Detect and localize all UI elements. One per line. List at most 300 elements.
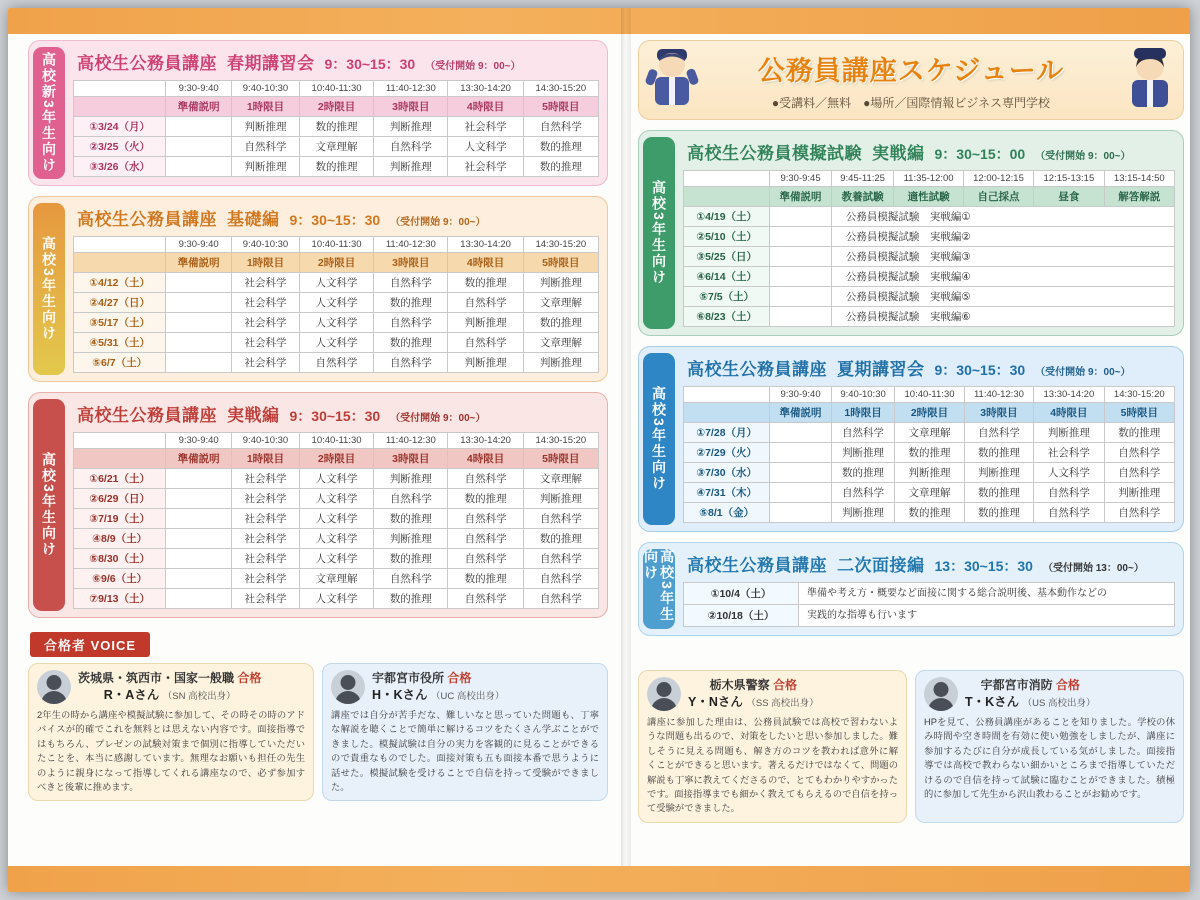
voice-card-header bbox=[924, 677, 1175, 711]
side-label-text: 高校3年生向け bbox=[41, 236, 58, 342]
subject-cell: 自然科学 bbox=[448, 529, 523, 549]
voice-name-block bbox=[78, 671, 261, 703]
period-header: 準備説明 bbox=[770, 403, 832, 423]
subject-cell: 判断推理 bbox=[374, 117, 448, 137]
paper-sheet bbox=[8, 8, 1190, 892]
date-cell: ②10/18（土） bbox=[684, 605, 799, 627]
voice-org bbox=[965, 678, 1096, 694]
date-cell: ③7/19（土） bbox=[74, 509, 166, 529]
block-subtitle: 二次面接編 bbox=[837, 556, 925, 575]
side-label-interview bbox=[643, 549, 675, 629]
voice-card-header bbox=[647, 677, 898, 711]
block-note: （受付開始 9：00~） bbox=[390, 217, 486, 228]
exam-cell: 公務員模擬試験 実戦編③ bbox=[831, 247, 1174, 267]
schedule-table-practice bbox=[73, 432, 599, 609]
subject-cell: 社会科学 bbox=[232, 489, 300, 509]
page-title: 公務員講座スケジュール bbox=[757, 56, 1065, 86]
exam-cell: 公務員模擬試験 実戦編④ bbox=[831, 267, 1174, 287]
table-row bbox=[684, 187, 1175, 207]
voice-name-block bbox=[688, 678, 819, 710]
time-cell: 9:30-9:40 bbox=[166, 433, 232, 449]
subject-cell: 数的推理 bbox=[299, 117, 373, 137]
subject-cell: 文章理解 bbox=[523, 293, 598, 313]
subject-cell: 社会科学 bbox=[448, 157, 523, 177]
course-block-summer bbox=[638, 346, 1184, 532]
side-label-spring bbox=[33, 47, 65, 179]
table-row bbox=[74, 253, 599, 273]
exam-cell: 公務員模擬試験 実戦編② bbox=[831, 227, 1174, 247]
block-header bbox=[683, 137, 1175, 170]
male-officer-mascot-icon bbox=[645, 45, 699, 115]
subject-cell: 社会科学 bbox=[232, 353, 300, 373]
subject-cell: 社会科学 bbox=[232, 589, 300, 609]
subject-cell: 社会科学 bbox=[232, 469, 300, 489]
voice-person bbox=[965, 694, 1096, 710]
subject-cell: 自然科学 bbox=[374, 489, 448, 509]
block-subtitle: 実戦編 bbox=[872, 144, 925, 163]
time-cell: 11:40-12:30 bbox=[374, 237, 448, 253]
subject-cell: 判断推理 bbox=[523, 353, 598, 373]
table-row bbox=[74, 333, 599, 353]
period-header: 1時限目 bbox=[232, 253, 300, 273]
date-cell: ①10/4（土） bbox=[684, 583, 799, 605]
time-cell: 13:15-14:50 bbox=[1104, 171, 1174, 187]
time-cell: 14:30-15:20 bbox=[523, 433, 598, 449]
block-header bbox=[683, 549, 1175, 582]
subject-cell: 社会科学 bbox=[232, 273, 300, 293]
voice-card-header bbox=[331, 670, 599, 704]
exam-cell: 公務員模擬試験 実戦編① bbox=[831, 207, 1174, 227]
subject-cell: 判断推理 bbox=[374, 469, 448, 489]
schedule-table-interview bbox=[683, 582, 1175, 627]
subject-cell: 自然科学 bbox=[523, 589, 598, 609]
date-cell: ⑥9/6（土） bbox=[74, 569, 166, 589]
subject-cell: 判断推理 bbox=[895, 463, 964, 483]
period-header: 5時限目 bbox=[523, 97, 598, 117]
voice-card bbox=[915, 670, 1184, 823]
subject-cell: 数的推理 bbox=[523, 529, 598, 549]
subject-cell: 数的推理 bbox=[448, 489, 523, 509]
period-header: 適性試験 bbox=[894, 187, 963, 207]
schedule-table-mock bbox=[683, 170, 1175, 327]
voice-org-text: 宇都宮市役所 bbox=[372, 671, 445, 686]
block-time: 9：30~15：30 bbox=[289, 408, 381, 424]
block-subtitle: 実戦編 bbox=[227, 406, 280, 425]
block-time: 9：30~15：30 bbox=[324, 56, 416, 72]
time-cell: 13:30-14:20 bbox=[1034, 387, 1104, 403]
subject-cell: 自然科学 bbox=[1034, 483, 1104, 503]
block-header bbox=[683, 353, 1175, 386]
date-cell: ⑤7/5（土） bbox=[684, 287, 770, 307]
subject-cell: 自然科学 bbox=[831, 483, 894, 503]
date-cell: ④5/31（土） bbox=[74, 333, 166, 353]
date-cell: ⑥8/23（土） bbox=[684, 307, 770, 327]
subject-cell: 自然科学 bbox=[964, 423, 1033, 443]
block-note: （受付開始 9：00~） bbox=[390, 413, 486, 424]
table-row bbox=[74, 81, 599, 97]
subject-cell: 人文科学 bbox=[299, 549, 373, 569]
table-row bbox=[74, 273, 599, 293]
block-time: 9：30~15：30 bbox=[289, 212, 381, 228]
subject-cell: 数的推理 bbox=[523, 313, 598, 333]
date-cell: ③3/26（水） bbox=[74, 157, 166, 177]
voice-org bbox=[688, 678, 819, 694]
period-header: 2時限目 bbox=[299, 449, 373, 469]
time-cell: 14:30-15:20 bbox=[1104, 387, 1174, 403]
block-header bbox=[73, 399, 599, 432]
period-header: 昼食 bbox=[1034, 187, 1104, 207]
block-time: 9：30~15：00 bbox=[934, 146, 1026, 162]
table-row bbox=[74, 237, 599, 253]
voice-org-suffix: 合格 bbox=[447, 671, 472, 686]
subject-cell: 数的推理 bbox=[895, 503, 964, 523]
subject-cell: 数的推理 bbox=[299, 157, 373, 177]
date-cell: ③5/17（土） bbox=[74, 313, 166, 333]
voice-body: HPを見て、公務員講座があることを知りました。学校の休み時間や空き時間を有効に使い勉強をしましたが、講座に参加するたびに自分が成長している気がしました。面接指導では高校で教わらない細かいところまで指導していただけるので自信を持って試験に臨むことができました。積極的に参加して先生から沢山教わることがお勧めです。 bbox=[924, 717, 1175, 800]
subject-cell: 判断推理 bbox=[964, 463, 1033, 483]
voice-person-school: （UC 高校出身） bbox=[431, 690, 505, 702]
subject-cell: 判断推理 bbox=[374, 529, 448, 549]
subject-cell: 数的推理 bbox=[523, 157, 598, 177]
time-cell: 14:30-15:20 bbox=[523, 237, 598, 253]
block-title: 高校生公務員講座 bbox=[77, 406, 217, 425]
subject-cell: 自然科学 bbox=[374, 353, 448, 373]
exam-cell: 公務員模擬試験 実戦編⑥ bbox=[831, 307, 1174, 327]
subject-cell: 数的推理 bbox=[964, 443, 1033, 463]
date-cell: ①7/28（月） bbox=[684, 423, 770, 443]
voice-person bbox=[372, 687, 504, 703]
block-header bbox=[73, 203, 599, 236]
subject-cell: 自然科学 bbox=[448, 589, 523, 609]
subject-cell: 人文科学 bbox=[299, 509, 373, 529]
period-header: 5時限目 bbox=[523, 253, 598, 273]
voice-org bbox=[372, 671, 504, 687]
subject-cell: 自然科学 bbox=[523, 549, 598, 569]
date-cell: ①6/21（土） bbox=[74, 469, 166, 489]
table-row bbox=[74, 313, 599, 333]
table-row bbox=[684, 483, 1175, 503]
voice-body: 講座では自分が苦手だな、難しいなと思っていた問題も、丁寧な解説を聴くことで簡単に解けるコツをたくさん学ぶことができました。模擬試験は自分の実力を客観的に見ることができるので貴重なものでした。面接対策も五も面接本番で思うように話せた。模擬試験を受けることで自信を持って受験ができました。 bbox=[331, 710, 599, 793]
time-cell: 10:40-11:30 bbox=[299, 81, 373, 97]
table-row bbox=[74, 489, 599, 509]
block-note: （受付開始 9：00~） bbox=[1035, 151, 1131, 162]
time-cell: 14:30-15:20 bbox=[523, 81, 598, 97]
date-cell: ⑤6/7（土） bbox=[74, 353, 166, 373]
subject-cell: 判断推理 bbox=[232, 157, 300, 177]
voice-person-school: （SN 高校出身） bbox=[162, 690, 236, 702]
subject-cell: 自然科学 bbox=[448, 549, 523, 569]
time-cell: 10:40-11:30 bbox=[299, 433, 373, 449]
period-header: 4時限目 bbox=[448, 253, 523, 273]
subject-cell: 人文科学 bbox=[448, 137, 523, 157]
date-cell: ②7/29（火） bbox=[684, 443, 770, 463]
subject-cell: 文章理解 bbox=[523, 333, 598, 353]
voice-name-block bbox=[372, 671, 504, 703]
subject-cell: 判断推理 bbox=[448, 353, 523, 373]
subject-cell: 人文科学 bbox=[299, 313, 373, 333]
table-row bbox=[74, 509, 599, 529]
period-header: 1時限目 bbox=[232, 449, 300, 469]
side-label-summer bbox=[643, 353, 675, 525]
time-cell: 9:45-11:25 bbox=[831, 171, 894, 187]
voice-tag: 合格者 VOICE bbox=[30, 632, 150, 657]
voice-person-name: T・Kさん bbox=[965, 694, 1020, 709]
date-cell: ②5/10（土） bbox=[684, 227, 770, 247]
subject-cell: 判断推理 bbox=[374, 157, 448, 177]
period-header: 3時限目 bbox=[964, 403, 1033, 423]
date-cell: ④7/31（木） bbox=[684, 483, 770, 503]
table-row bbox=[684, 423, 1175, 443]
subject-cell: 人文科学 bbox=[299, 529, 373, 549]
side-label-practice bbox=[33, 399, 65, 611]
subject-cell: 社会科学 bbox=[232, 333, 300, 353]
subject-cell: 自然科学 bbox=[374, 137, 448, 157]
period-header: 3時限目 bbox=[374, 97, 448, 117]
table-row bbox=[74, 549, 599, 569]
date-cell: ③5/25（日） bbox=[684, 247, 770, 267]
subject-cell: 数的推理 bbox=[1104, 423, 1174, 443]
page-subtitle: ●受講料／無料 ●場所／国際情報ビジネス専門学校 bbox=[771, 96, 1051, 110]
table-row bbox=[74, 569, 599, 589]
female-officer-mascot-icon bbox=[1123, 45, 1177, 115]
voice-person-name: R・Aさん bbox=[103, 687, 160, 702]
table-row bbox=[74, 433, 599, 449]
subject-cell: 自然科学 bbox=[1034, 503, 1104, 523]
subject-cell: 社会科学 bbox=[232, 293, 300, 313]
subject-cell: 社会科学 bbox=[232, 529, 300, 549]
course-block-spring bbox=[28, 40, 608, 186]
table-row bbox=[74, 157, 599, 177]
subject-cell: 数的推理 bbox=[964, 503, 1033, 523]
date-cell: ③7/30（水） bbox=[684, 463, 770, 483]
table-row bbox=[684, 227, 1175, 247]
time-cell: 10:40-11:30 bbox=[895, 387, 964, 403]
subject-cell: 判断推理 bbox=[831, 503, 894, 523]
table-row bbox=[74, 589, 599, 609]
side-label-text: 高校3年生向け bbox=[651, 180, 668, 286]
subject-cell: 文章理解 bbox=[299, 137, 373, 157]
description-cell: 実践的な指導も行います bbox=[799, 605, 1175, 627]
period-header: 解答解説 bbox=[1104, 187, 1174, 207]
table-row bbox=[684, 503, 1175, 523]
subject-cell: 自然科学 bbox=[448, 293, 523, 313]
table-row bbox=[684, 307, 1175, 327]
subject-cell: 文章理解 bbox=[895, 423, 964, 443]
table-row bbox=[74, 97, 599, 117]
subject-cell: 判断推理 bbox=[831, 443, 894, 463]
side-label-text: 高校新3年生向け bbox=[41, 52, 58, 174]
subject-cell: 人文科学 bbox=[299, 333, 373, 353]
subject-cell: 自然科学 bbox=[1104, 503, 1174, 523]
subject-cell: 自然科学 bbox=[523, 509, 598, 529]
subject-cell: 判断推理 bbox=[232, 117, 300, 137]
voice-body: 2年生の時から講座や模擬試験に参加して、その時その時のアドバイスが的確でこれを無料とは思えない内容です。面接指導ではもちろん、プレゼンの試験対策まで個別に指導していただいたことを、本当に感謝しています。無理なお願いも担任の先生のように親身になって指導してくれる講座なので、必ず参加すべきと後輩に推めます。 bbox=[37, 710, 305, 793]
time-cell: 11:40-12:30 bbox=[374, 433, 448, 449]
period-header: 5時限目 bbox=[1104, 403, 1174, 423]
subject-cell: 自然科学 bbox=[831, 423, 894, 443]
block-header bbox=[73, 47, 599, 80]
date-cell: ②3/25（火） bbox=[74, 137, 166, 157]
subject-cell: 自然科学 bbox=[523, 117, 598, 137]
subject-cell: 自然科学 bbox=[1104, 463, 1174, 483]
block-note: （受付開始 13：00~） bbox=[1042, 563, 1144, 574]
voice-org-text: 宇都宮市消防 bbox=[980, 678, 1053, 693]
avatar bbox=[924, 677, 958, 711]
period-header: 3時限目 bbox=[374, 449, 448, 469]
subject-cell: 社会科学 bbox=[232, 509, 300, 529]
paper-fold bbox=[621, 8, 631, 892]
block-note: （受付開始 9：00~） bbox=[1035, 367, 1131, 378]
voice-person-school: （SS 高校出身） bbox=[746, 697, 819, 709]
date-cell: ⑦9/13（土） bbox=[74, 589, 166, 609]
subject-cell: 人文科学 bbox=[1034, 463, 1104, 483]
subject-cell: 判断推理 bbox=[1104, 483, 1174, 503]
time-cell: 9:40-10:30 bbox=[831, 387, 894, 403]
table-row bbox=[684, 463, 1175, 483]
subject-cell: 数的推理 bbox=[374, 549, 448, 569]
date-cell: ①3/24（月） bbox=[74, 117, 166, 137]
voice-card-list-right bbox=[638, 670, 1184, 823]
subject-cell: 数的推理 bbox=[964, 483, 1033, 503]
subject-cell: 自然科学 bbox=[448, 469, 523, 489]
time-cell: 11:40-12:30 bbox=[374, 81, 448, 97]
voice-name-block bbox=[965, 678, 1096, 710]
time-cell: 12:15-13:15 bbox=[1034, 171, 1104, 187]
subject-cell: 自然科学 bbox=[523, 569, 598, 589]
voice-org-text: 茨城県・筑西市・国家一般職 bbox=[78, 671, 235, 686]
table-row bbox=[74, 137, 599, 157]
table-row bbox=[74, 469, 599, 489]
side-label-basic bbox=[33, 203, 65, 375]
date-cell: ④6/14（土） bbox=[684, 267, 770, 287]
avatar bbox=[37, 670, 71, 704]
voice-person-school: （US 高校出身） bbox=[1022, 697, 1096, 709]
voice-card bbox=[28, 663, 314, 801]
voice-card-header bbox=[37, 670, 305, 704]
time-cell: 10:40-11:30 bbox=[299, 237, 373, 253]
subject-cell: 社会科学 bbox=[232, 313, 300, 333]
time-cell: 9:40-10:30 bbox=[232, 237, 300, 253]
period-header: 1時限目 bbox=[232, 97, 300, 117]
date-cell: ①4/19（土） bbox=[684, 207, 770, 227]
schedule-table-summer bbox=[683, 386, 1175, 523]
date-cell: ⑤8/1（金） bbox=[684, 503, 770, 523]
subject-cell: 判断推理 bbox=[523, 489, 598, 509]
table-row bbox=[684, 443, 1175, 463]
table-row bbox=[684, 287, 1175, 307]
period-header: 2時限目 bbox=[299, 253, 373, 273]
date-cell: ②4/27（日） bbox=[74, 293, 166, 313]
period-header: 1時限目 bbox=[831, 403, 894, 423]
subject-cell: 自然科学 bbox=[448, 333, 523, 353]
time-cell: 13:30-14:20 bbox=[448, 433, 523, 449]
period-header: 2時限目 bbox=[895, 403, 964, 423]
voice-person-name: Y・Nさん bbox=[688, 694, 743, 709]
voice-body: 講座に参加した理由は、公務員試験では高校で習わないような問題も出るので、対策をしたいと思い参加しました。難しそうに見える問題も、解き方のコツを教われば意外に解くことができると思います。著えるだけではなくて、問題の解説も丁寧に教えてくださるので、とてもわかりやすかったです。面接指導までも細かく教えてもらえるので自信を持って受験ができました。 bbox=[647, 717, 898, 814]
course-block-practice bbox=[28, 392, 608, 618]
right-page bbox=[638, 40, 1184, 870]
date-cell: ①4/12（土） bbox=[74, 273, 166, 293]
schedule-table-spring bbox=[73, 80, 599, 177]
period-header: 準備説明 bbox=[166, 253, 232, 273]
time-cell: 12:00-12:15 bbox=[963, 171, 1033, 187]
subject-cell: 社会科学 bbox=[232, 549, 300, 569]
block-subtitle: 夏期講習会 bbox=[837, 360, 925, 379]
table-row bbox=[684, 207, 1175, 227]
block-title: 高校生公務員模擬試験 bbox=[687, 144, 862, 163]
subject-cell: 文章理解 bbox=[895, 483, 964, 503]
voice-org-suffix: 合格 bbox=[773, 678, 798, 693]
voice-card bbox=[638, 670, 907, 823]
course-block-mock bbox=[638, 130, 1184, 336]
subject-cell: 数的推理 bbox=[448, 569, 523, 589]
subject-cell: 自然科学 bbox=[448, 509, 523, 529]
exam-cell: 公務員模擬試験 実戦編⑤ bbox=[831, 287, 1174, 307]
voice-org bbox=[78, 671, 261, 687]
subject-cell: 数的推理 bbox=[374, 293, 448, 313]
subject-cell: 自然科学 bbox=[374, 273, 448, 293]
subject-cell: 人文科学 bbox=[299, 293, 373, 313]
table-row bbox=[684, 387, 1175, 403]
subject-cell: 判断推理 bbox=[523, 273, 598, 293]
course-block-interview bbox=[638, 542, 1184, 636]
side-label-mock bbox=[643, 137, 675, 329]
period-header: 教養試験 bbox=[831, 187, 894, 207]
time-cell: 9:30-9:40 bbox=[166, 81, 232, 97]
subject-cell: 数的推理 bbox=[374, 509, 448, 529]
voice-person bbox=[688, 694, 819, 710]
subject-cell: 自然科学 bbox=[232, 137, 300, 157]
table-row bbox=[74, 353, 599, 373]
block-title: 高校生公務員講座 bbox=[687, 360, 827, 379]
subject-cell: 数的推理 bbox=[374, 333, 448, 353]
table-row bbox=[74, 529, 599, 549]
subject-cell: 文章理解 bbox=[299, 569, 373, 589]
description-cell: 準備や考え方・概要など面接に関する総合説明後、基本動作などの bbox=[799, 583, 1175, 605]
subject-cell: 自然科学 bbox=[374, 313, 448, 333]
time-cell: 9:40-10:30 bbox=[232, 433, 300, 449]
voice-person bbox=[78, 687, 261, 703]
period-header: 4時限目 bbox=[1034, 403, 1104, 423]
table-row bbox=[684, 583, 1175, 605]
table-row bbox=[684, 403, 1175, 423]
subject-cell: 自然科学 bbox=[1104, 443, 1174, 463]
subject-cell: 数的推理 bbox=[374, 589, 448, 609]
subject-cell: 数的推理 bbox=[895, 443, 964, 463]
period-header: 2時限目 bbox=[299, 97, 373, 117]
period-header: 自己採点 bbox=[963, 187, 1033, 207]
voice-card-list-left bbox=[28, 663, 608, 801]
subject-cell: 文章理解 bbox=[523, 469, 598, 489]
block-title: 高校生公務員講座 bbox=[687, 556, 827, 575]
block-title: 高校生公務員講座 bbox=[77, 54, 217, 73]
period-header: 準備説明 bbox=[770, 187, 832, 207]
subject-cell: 人文科学 bbox=[299, 469, 373, 489]
period-header: 3時限目 bbox=[374, 253, 448, 273]
subject-cell: 人文科学 bbox=[299, 589, 373, 609]
period-header: 準備説明 bbox=[166, 97, 232, 117]
voice-person-name: H・Kさん bbox=[372, 687, 428, 702]
avatar bbox=[647, 677, 681, 711]
subject-cell: 社会科学 bbox=[448, 117, 523, 137]
voice-card bbox=[322, 663, 608, 801]
date-cell: ④8/9（土） bbox=[74, 529, 166, 549]
avatar bbox=[331, 670, 365, 704]
subject-cell: 判断推理 bbox=[1034, 423, 1104, 443]
voice-org-suffix: 合格 bbox=[237, 671, 262, 686]
time-cell: 9:40-10:30 bbox=[232, 81, 300, 97]
table-row bbox=[684, 171, 1175, 187]
